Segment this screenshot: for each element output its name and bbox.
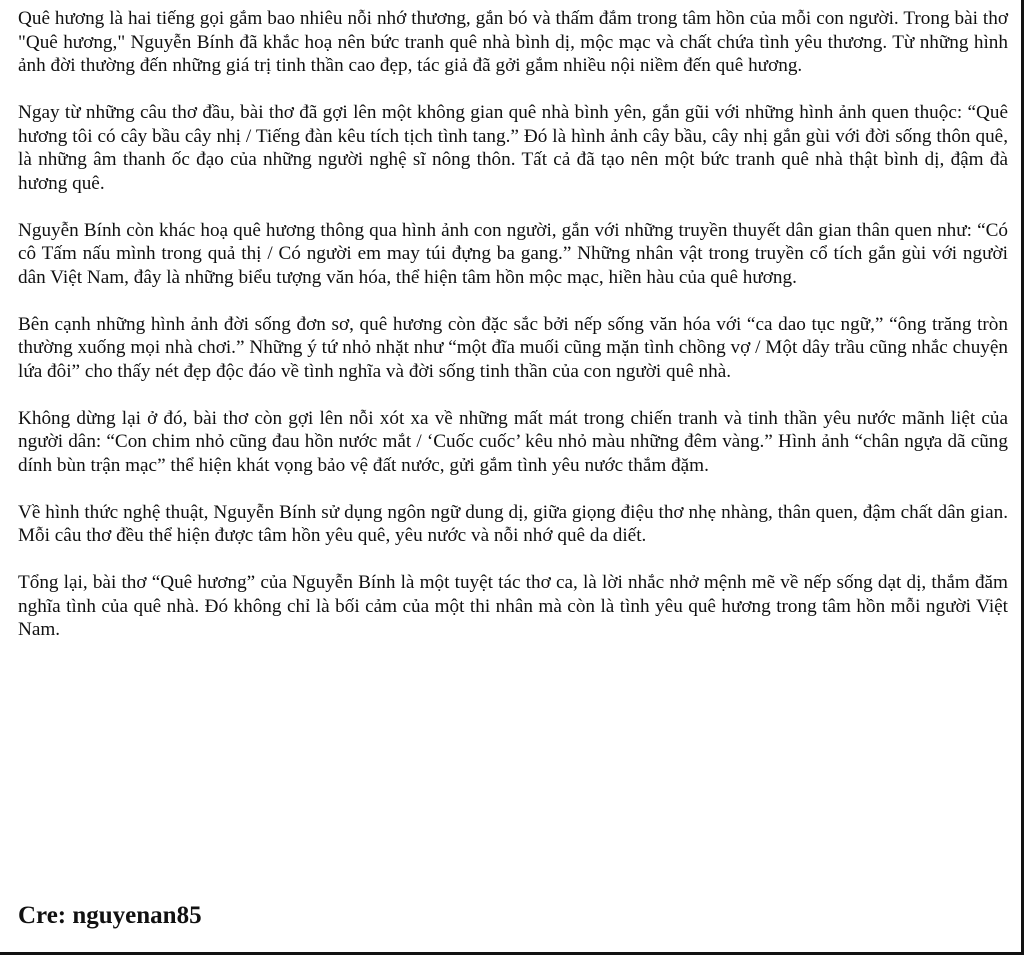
paragraph-2: Ngay từ những câu thơ đầu, bài thơ đã gợi lên một không gian quê nhà bình yên, gắn gũi với những hình ảnh quen thuộc: “Quê hương tôi có cây bầu cây nhị / Tiếng đàn kêu tích tịch tình tang.” Đó là hình ảnh cây bầu, cây nhị gắn gùi với đời sống thôn quê, là những âm thanh ốc đạo của những người nghệ sĩ nông thôn. Tất cả đã tạo nên một bức tranh quê nhà thật bình dị, đậm đà hương quê. <box>18 102 1008 194</box>
paragraph-3: Nguyễn Bính còn khác hoạ quê hương thông qua hình ảnh con người, gắn với những truyền thuyết dân gian thân quen như: “Có cô Tấm nấu mình trong quả thị / Có người em may túi đựng ba gang.” Những nhân vật trong truyền cổ tích gắn gùi với người dân Việt Nam, đây là những biểu tượng văn hóa, thể hiện tâm hồn mộc mạc, hiền hàu của quê hương. <box>18 219 1008 288</box>
paragraph-6: Về hình thức nghệ thuật, Nguyễn Bính sử dụng ngôn ngữ dung dị, giữa giọng điệu thơ nhẹ nhàng, thân quen, đậm chất dân gian. Mỗi câu thơ đều thể hiện được tâm hồn yêu quê, yêu nước và nỗi nhớ quê da diết. <box>18 501 1008 546</box>
paragraph-5: Không dừng lại ở đó, bài thơ còn gợi lên nỗi xót xa về những mất mát trong chiến tranh và tinh thần yêu nước mãnh liệt của người dân: “Con chim nhỏ cũng đau hồn nước mắt / ‘Cuốc cuốc’ kêu nhỏ màu những đêm vàng.” Hình ảnh “chân ngựa dã cũng dính bùn trận mạc” thể hiện khát vọng bảo vệ đất nước, gửi gắm tình yêu nước thắm đặm. <box>18 407 1008 476</box>
paragraph-1: Quê hương là hai tiếng gọi gắm bao nhiêu nỗi nhớ thương, gắn bó và thấm đắm trong tâm hồn của mỗi con người. Trong bài thơ "Quê hương," Nguyễn Bính đã khắc hoạ nên bức tranh quê nhà bình dị, mộc mạc và chất chứa tình yêu thương. Từ những hình ảnh đời thường đến những giá trị tinh thần cao đẹp, tác giả đã gởi gắm nhiều nội niềm đến quê hương. <box>18 8 1008 76</box>
author-credit: Cre: nguyenan85 <box>18 902 202 929</box>
paragraph-7: Tổng lại, bài thơ “Quê hương” của Nguyễn Bính là một tuyệt tác thơ ca, là lời nhắc nhở mệnh mẽ về nếp sống dạt dị, thắm đăm nghĩa tình của quê nhà. Đó không chỉ là bối cảm của một thi nhân mà còn là tình yêu quê hương trong tâm hồn mỗi người Việt Nam. <box>18 572 1008 640</box>
essay-body <box>18 7 1008 665</box>
paragraph-4: Bên cạnh những hình ảnh đời sống đơn sơ, quê hương còn đặc sắc bởi nếp sống văn hóa với “ca dao tục ngữ,” “ông trăng tròn thường xuống mọi nhà chơi.” Những ý tứ nhỏ nhặt như “một đĩa muối cũng mặn tình chồng vợ / Một dây trầu cũng nhắc chuyện lứa đôi” cho thấy nét đẹp độc đáo về tình nghĩa và đời sống tinh thần của con người quê nhà. <box>18 313 1008 382</box>
